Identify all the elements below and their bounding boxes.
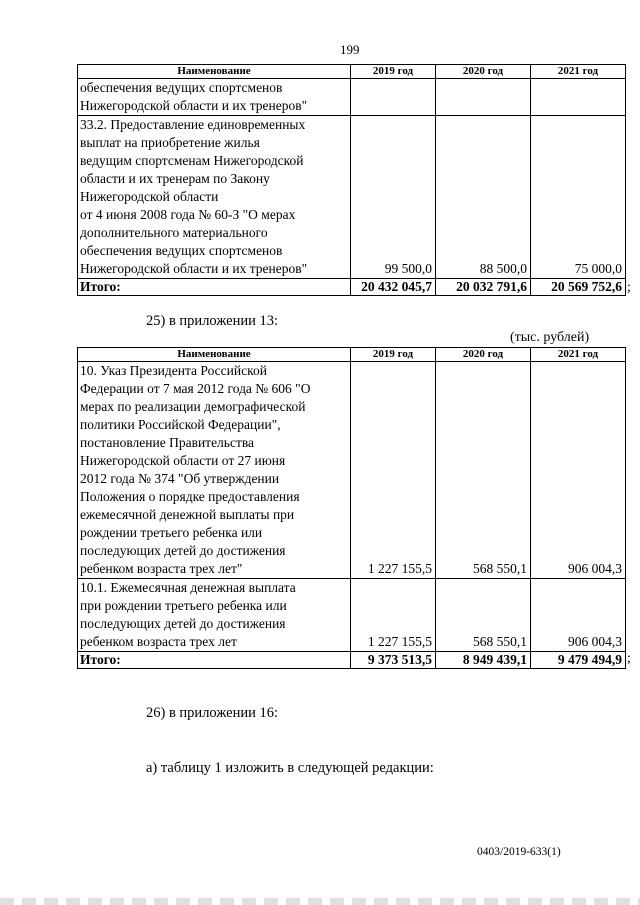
column-header-2020: 2020 год — [436, 348, 531, 362]
document-code: 0403/2019-633(1) — [477, 846, 561, 858]
row-name: 33.2. Предоставление единовременных выплат на приобретение жилья ведущим спортсменам Нижегородской области и их тренерам по Закону Нижегородской области от 4 июня 2008 года № 60-З "О мерах дополнительного материального обеспечения ведущих спортсменов Нижегородской области и их тренеров" — [78, 116, 351, 279]
value-2020 — [436, 79, 531, 116]
table2-terminator: ; — [627, 651, 631, 666]
table-row — [78, 116, 626, 279]
total-row — [78, 279, 626, 296]
total-2021: 20 569 752,6 — [531, 279, 626, 296]
total-label: Итого: — [78, 279, 351, 296]
table-header-row — [78, 65, 626, 79]
value-2020: 568 550,1 — [436, 579, 531, 652]
value-2020: 568 550,1 — [436, 362, 531, 579]
units-label: (тыс. рублей) — [510, 330, 590, 345]
table-row — [78, 362, 626, 579]
value-2019: 1 227 155,5 — [351, 579, 436, 652]
column-header-2019: 2019 год — [351, 65, 436, 79]
total-2020: 8 949 439,1 — [436, 652, 531, 669]
section-25-heading: 25) в приложении 13: — [146, 313, 279, 329]
section-26-heading: 26) в приложении 16: — [146, 705, 279, 721]
value-2021: 75 000,0 — [531, 116, 626, 279]
value-2021 — [531, 79, 626, 116]
row-name: 10. Указ Президента Российской Федерации от 7 мая 2012 года № 606 "О мерах по реализации демографической политики Российской Федерации", постановление Правительства Нижегородской области от 27 июня 2012 года № 374 "Об утверждении Положения о порядке предоставления ежемесячной денежной выплаты при рождении третьего ребенка или последующих детей до достижения ребенком возраста трех лет" — [78, 362, 351, 579]
value-2021: 906 004,3 — [531, 362, 626, 579]
table1-terminator: ; — [627, 280, 631, 295]
value-2019: 99 500,0 — [351, 116, 436, 279]
column-header-2021: 2021 год — [531, 65, 626, 79]
table-header-row — [78, 348, 626, 362]
table-row — [78, 579, 626, 652]
column-header-2019: 2019 год — [351, 348, 436, 362]
total-label: Итого: — [78, 652, 351, 669]
column-header-name: Наименование — [78, 348, 351, 362]
value-2019 — [351, 79, 436, 116]
total-2021: 9 479 494,9 — [531, 652, 626, 669]
row-name: 10.1. Ежемесячная денежная выплата при рождении третьего ребенка или последующих детей до достижения ребенком возраста трех лет — [78, 579, 351, 652]
value-2020: 88 500,0 — [436, 116, 531, 279]
row-name: обеспечения ведущих спортсменов Нижегородской области и их тренеров" — [78, 79, 351, 116]
column-header-2021: 2021 год — [531, 348, 626, 362]
scan-artifact-strip — [0, 898, 640, 905]
total-row — [78, 652, 626, 669]
appendix-table-sport — [77, 64, 626, 296]
total-2020: 20 032 791,6 — [436, 279, 531, 296]
value-2021: 906 004,3 — [531, 579, 626, 652]
table-row — [78, 79, 626, 116]
column-header-2020: 2020 год — [436, 65, 531, 79]
value-2019: 1 227 155,5 — [351, 362, 436, 579]
column-header-name: Наименование — [78, 65, 351, 79]
total-2019: 20 432 045,7 — [351, 279, 436, 296]
total-2019: 9 373 513,5 — [351, 652, 436, 669]
appendix-table-family — [77, 347, 626, 669]
section-26a-text: а) таблицу 1 изложить в следующей редакции: — [146, 760, 434, 776]
page-number: 199 — [340, 42, 360, 57]
